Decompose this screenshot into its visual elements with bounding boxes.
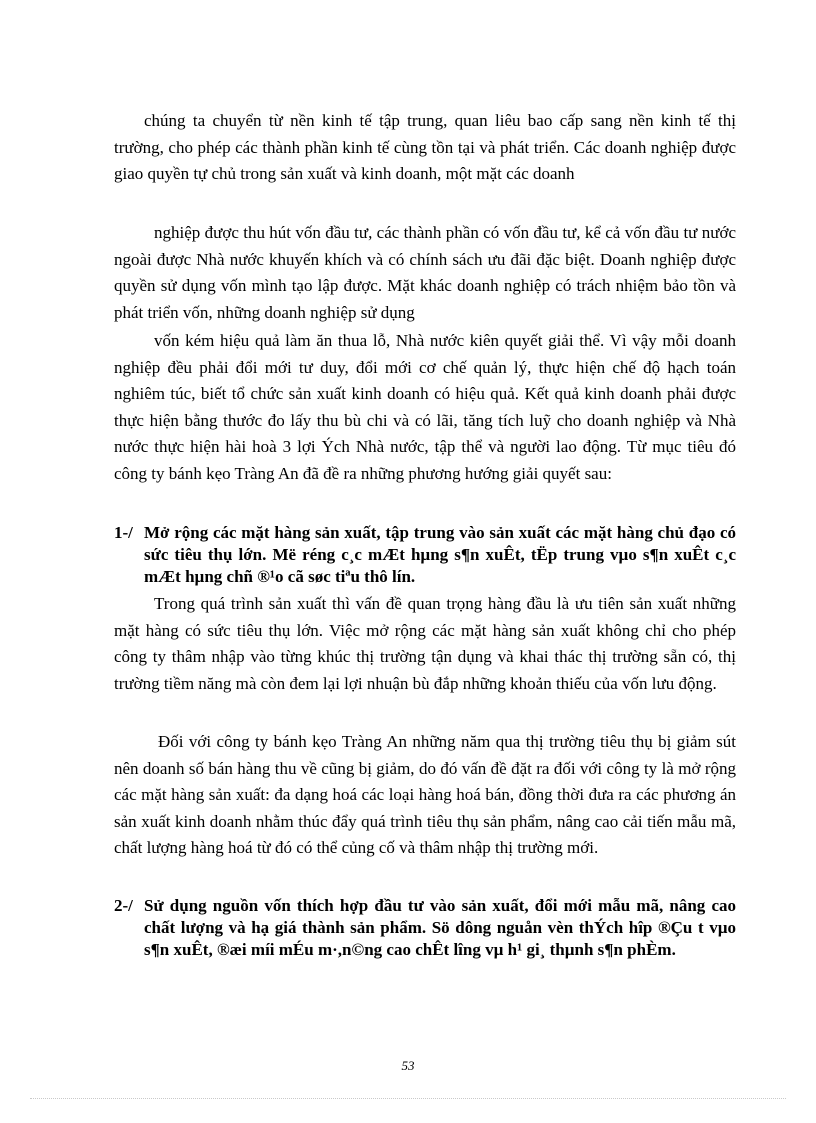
heading-text: Sử dụng nguồn vốn thích hợp đầu tư vào sản xuất, đổi mới mẫu mã, nâng cao chất lượng và hạ giá thành sản phẩm. Sö dông nguån vèn thÝch hîp ®Çu t vµo s¶n xuÊt, ®æi míi mÉu m·,n©ng cao chÊt lîng vµ h¹ gi¸ thµnh s¶n phÈm. (144, 896, 736, 959)
paragraph-4: Trong quá trình sản xuất thì vấn đề quan trọng hàng đầu là ưu tiên sản xuất những mặt hàng có sức tiêu thụ lớn. Việc mở rộng các mặt hàng sản xuất không chỉ cho phép công ty thâm nhập vào từng khúc thị trường tận dụng và khai thác thị trường sẵn có, thị trường tiềm năng mà còn đem lại lợi nhuận bù đắp những khoản thiếu của vốn lưu động. (114, 594, 736, 693)
footer-divider (30, 1098, 786, 1099)
section-heading-2 (114, 895, 736, 965)
paragraph-3: vốn kém hiệu quả làm ăn thua lỗ, Nhà nước kiên quyết giải thể. Vì vậy mỗi doanh nghiệp đều phải đổi mới tư duy, đổi mới cơ chế quản lý, thực hiện chế độ hạch toán nghiêm túc, biết tổ chức sản xuất kinh doanh có hiệu quả. Kết quả kinh doanh phải được thực hiện bằng thước đo lấy thu bù chi và có lãi, tăng tích luỹ cho doanh nghiệp và Nhà nước thực hiện hài hoà 3 lợi Ých Nhà nước, tập thể và người lao động. Từ mục tiêu đó công ty bánh kẹo Tràng An đã đề ra những phương hướng giải quyết sau: (114, 331, 736, 483)
paragraph-2: nghiệp được thu hút vốn đầu tư, các thành phần có vốn đầu tư, kể cả vốn đầu tư nước ngoài được Nhà nước khuyến khích và có chính sách ưu đãi đặc biệt. Doanh nghiệp được quyền sử dụng vốn mình tạo lập được. Mặt khác doanh nghiệp có trách nhiệm bảo tồn và phát triển vốn, những doanh nghiệp sử dụng (114, 223, 736, 322)
heading-text: Mở rộng các mặt hàng sản xuất, tập trung vào sản xuất các mặt hàng chủ đạo có sức tiêu thụ lớn. Më réng c¸c mÆt hµng s¶n xuÊt, tËp trung vµo s¶n xuÊt c¸c mÆt hµng chñ ®¹o cã søc tiªu thô lín. (144, 523, 736, 586)
heading-number: 1-/ (114, 523, 133, 542)
heading-number: 2-/ (114, 896, 133, 915)
paragraph-5: Đối với công ty bánh kẹo Tràng An những năm qua thị trường tiêu thụ bị giảm sút nên doanh số bán hàng thu về cũng bị giảm, do đó vấn đề đặt ra đối với công ty là mở rộng các mặt hàng sản xuất: đa dạng hoá các loại hàng hoá bán, đồng thời đưa ra các phương án sản xuất kinh doanh nhằm thúc đẩy quá trình tiêu thụ sản phẩm, nâng cao cải tiến mẫu mã, chất lượng hàng hoá từ đó có thể củng cố và thâm nhập thị trường mới. (114, 732, 736, 857)
section-heading-1 (114, 522, 736, 588)
paragraph-1: chúng ta chuyển từ nền kinh tế tập trung, quan liêu bao cấp sang nền kinh tế thị trường, cho phép các thành phần kinh tế cùng tồn tại và phát triển. Các doanh nghiệp được giao quyền tự chủ trong sản xuất và kinh doanh, một mặt các doanh (114, 111, 736, 183)
page-number: 53 (401, 1058, 415, 1073)
